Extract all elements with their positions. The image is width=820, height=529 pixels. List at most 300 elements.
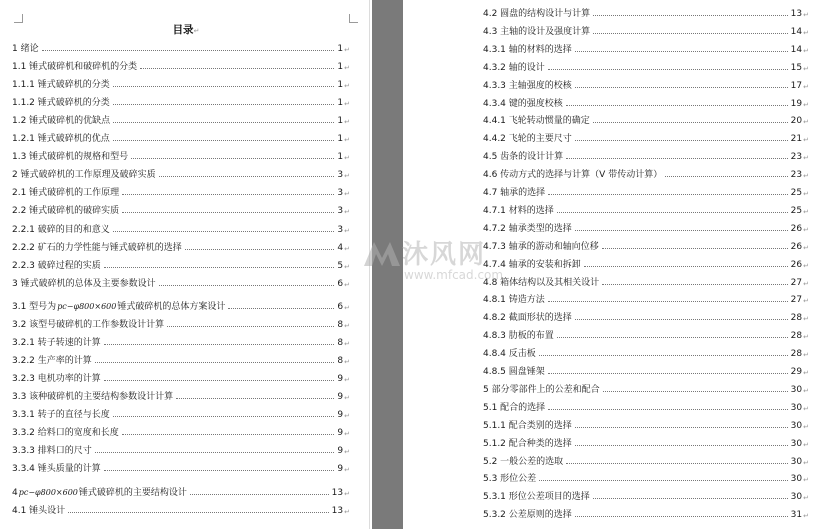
toc-entry[interactable] [483, 488, 809, 502]
paragraph-mark-icon: ↵ [803, 172, 809, 181]
paragraph-mark-icon: ↵ [344, 393, 350, 402]
toc-entry[interactable] [483, 345, 809, 359]
toc-leader-dots [167, 325, 334, 327]
toc-entry-text: 2.2 锤式破碎机的破碎实质 [12, 206, 120, 217]
toc-entry[interactable] [483, 417, 809, 431]
toc-entry[interactable] [12, 148, 350, 162]
toc-page-number: 30 [790, 384, 803, 395]
toc-entry[interactable] [12, 239, 350, 253]
paragraph-mark-icon: ↵ [803, 46, 809, 55]
toc-leader-dots [95, 451, 335, 453]
toc-entry[interactable] [483, 112, 809, 126]
toc-entry-text: 4.6 传动方式的选择与计算（V 带传动计算） [483, 170, 663, 181]
toc-entry-text: 4.7 轴承的选择 [483, 188, 546, 198]
toc-entry-text: 3.2.3 电机功率的计算 [12, 373, 101, 384]
toc-leader-dots [95, 361, 335, 363]
toc-page-number: 26 [790, 259, 803, 270]
toc-entry-text: 锤式破碎机的总体方案设计 [117, 301, 226, 312]
paragraph-mark-icon: ↵ [344, 208, 350, 217]
toc-entry[interactable] [12, 275, 350, 289]
toc-entry[interactable] [12, 166, 350, 180]
paragraph-mark-icon: ↵ [344, 466, 350, 475]
paragraph-mark-icon: ↵ [803, 351, 809, 360]
paragraph-mark-icon: ↵ [344, 280, 350, 289]
toc-leader-dots [575, 86, 788, 88]
paragraph-mark-icon: ↵ [193, 27, 200, 35]
toc-entry-label [483, 310, 572, 323]
paragraph-mark-icon: ↵ [344, 244, 350, 253]
toc-entry[interactable] [12, 58, 350, 72]
toc-page-number: 8 [337, 355, 344, 366]
toc-entry-label [12, 203, 119, 216]
paragraph-mark-icon: ↵ [803, 333, 809, 342]
toc-entry-formula: pc−φ800×600 [18, 488, 78, 498]
paragraph-mark-icon: ↵ [803, 458, 809, 467]
toc-leader-dots [602, 247, 788, 249]
toc-page-number: 13 [331, 488, 344, 499]
toc-leader-dots [575, 426, 788, 428]
paragraph-mark-icon: ↵ [344, 190, 350, 199]
toc-entry-label [12, 503, 65, 516]
toc-entry[interactable] [12, 298, 350, 312]
toc-page-number: 13 [790, 9, 803, 19]
toc-entry-label [483, 382, 600, 395]
toc-page-number: 1 [337, 44, 344, 54]
toc-page-number: 1 [337, 134, 344, 145]
toc-entry[interactable] [483, 202, 809, 216]
watermark-url: www.mfcad.com [404, 268, 504, 282]
paragraph-mark-icon: ↵ [803, 261, 809, 270]
toc-entry-text: 3.3.1 转子的直径与长度 [12, 410, 110, 420]
toc-leader-dots [593, 32, 787, 34]
paragraph-mark-icon: ↵ [803, 190, 809, 198]
paragraph-mark-icon: ↵ [344, 357, 350, 366]
toc-entry-label [12, 258, 101, 271]
toc-entry-label [12, 41, 39, 54]
paragraph-mark-icon: ↵ [803, 422, 809, 431]
toc-entry-label [483, 275, 599, 288]
paragraph-mark-icon: ↵ [344, 172, 350, 181]
toc-leader-dots [548, 68, 788, 70]
toc-entry[interactable] [483, 23, 809, 37]
toc-page-number: 13 [331, 506, 344, 517]
toc-entry[interactable] [483, 363, 809, 377]
toc-page-number: 9 [337, 446, 344, 457]
toc-entry[interactable] [483, 166, 809, 180]
toc-page-number: 26 [790, 223, 803, 234]
toc-entry-text: 4.3.3 主轴强度的校核 [483, 80, 572, 91]
toc-entry[interactable] [12, 424, 350, 438]
toc-leader-dots [113, 103, 335, 105]
toc-entry-label [12, 113, 110, 126]
toc-entry[interactable] [12, 460, 350, 474]
toc-entry-label [483, 6, 590, 19]
toc-entry-label [483, 292, 545, 305]
toc-entry-label [12, 276, 156, 289]
toc-leader-dots [131, 157, 334, 159]
toc-entry-text: 4.4.2 飞轮的主要尺寸 [483, 134, 572, 145]
paragraph-mark-icon: ↵ [344, 448, 350, 457]
toc-entry-label [12, 131, 110, 144]
toc-leader-dots [539, 479, 787, 481]
toc-leader-dots [602, 283, 787, 285]
toc-leader-dots [575, 50, 788, 52]
page-edge [369, 0, 370, 529]
toc-leader-dots [575, 229, 788, 231]
toc-entry[interactable] [12, 370, 350, 384]
toc-entry[interactable] [483, 381, 809, 395]
paragraph-mark-icon: ↵ [803, 28, 809, 37]
toc-entry-label [12, 59, 137, 72]
toc-entry-label [12, 425, 119, 438]
toc-entry[interactable] [483, 399, 809, 413]
toc-entry-text: 1.3 锤式破碎机的规格和型号 [12, 152, 129, 163]
toc-entry[interactable] [12, 257, 350, 271]
toc-page-number: 1 [337, 152, 344, 163]
toc-entry[interactable] [12, 388, 350, 402]
toc-entry-text: 4.8.1 铸造方法 [483, 295, 545, 306]
toc-leader-dots [113, 85, 335, 87]
toc-page-number: 20 [790, 116, 803, 127]
paragraph-mark-icon: ↵ [344, 64, 350, 73]
toc-entry[interactable] [12, 94, 350, 108]
toc-page-number: 23 [790, 170, 803, 181]
toc-entry-text: 4.3.2 轴的设计 [483, 62, 545, 73]
toc-page-number: 30 [790, 456, 803, 467]
toc-entry-text: 4.8.2 截面形状的选择 [483, 313, 572, 324]
toc-entry-text: 5 部分零部件上的公差和配合 [483, 384, 600, 395]
paragraph-mark-icon: ↵ [344, 412, 350, 420]
toc-entry[interactable] [12, 202, 350, 216]
toc-page-number: 9 [337, 391, 344, 402]
toc-page-number: 1 [337, 98, 344, 109]
toc-entry-label [12, 95, 110, 108]
toc-page-number: 1 [337, 62, 344, 73]
toc-leader-dots [593, 121, 788, 123]
toc-page-number: 6 [337, 278, 344, 289]
toc-entry-text: 2.2.3 破碎过程的实质 [12, 260, 101, 271]
toc-page-number: 3 [337, 188, 344, 199]
toc-leader-dots [190, 493, 329, 495]
toc-leader-dots [557, 211, 788, 213]
toc-entry-text: 2.2.2 矿石的力学性能与锤式破碎机的选择 [12, 242, 182, 253]
paragraph-mark-icon: ↵ [803, 494, 809, 503]
toc-entry[interactable] [483, 95, 809, 109]
toc-entry-label [483, 328, 554, 341]
paragraph-mark-icon: ↵ [344, 321, 350, 330]
paragraph-mark-icon: ↵ [803, 386, 809, 395]
toc-page-number: 1 [337, 116, 344, 127]
toc-entry-text: 1.1.1 锤式破碎机的分类 [12, 80, 110, 91]
paragraph-mark-icon: ↵ [803, 136, 809, 145]
toc-entry-text: 4.3.4 键的强度校核 [483, 98, 563, 109]
toc-entry[interactable] [12, 40, 350, 54]
toc-entry-text: 2 锤式破碎机的工作原理及破碎实质 [12, 170, 156, 181]
toc-page-number: 30 [790, 402, 803, 413]
toc-entry-label [483, 131, 572, 144]
toc-entry[interactable] [483, 5, 809, 19]
toc-entry-label [483, 257, 581, 270]
toc-page-number: 1 [337, 80, 344, 91]
toc-entry[interactable] [483, 309, 809, 323]
toc-entry[interactable] [12, 316, 350, 330]
paragraph-mark-icon: ↵ [344, 100, 350, 109]
paragraph-mark-icon: ↵ [344, 136, 350, 145]
toc-entry-label [483, 454, 563, 467]
toc-leader-dots [113, 121, 334, 123]
toc-entry-label [483, 507, 572, 520]
toc-entry-text: 4.8.3 肋板的布置 [483, 331, 554, 342]
paragraph-mark-icon: ↵ [803, 154, 809, 163]
toc-leader-dots [68, 511, 328, 513]
toc-leader-dots [548, 300, 788, 302]
paragraph-mark-icon: ↵ [803, 82, 809, 91]
toc-entry[interactable] [483, 130, 809, 144]
paragraph-mark-icon: ↵ [803, 297, 809, 306]
toc-page-number: 3 [337, 170, 344, 181]
toc-entry-text: 5.3.2 公差原则的选择 [483, 510, 572, 521]
toc-page-number: 27 [790, 277, 803, 288]
toc-entry-label [483, 185, 545, 198]
toc-entry-text: 4.7.1 材料的选择 [483, 205, 554, 216]
paragraph-mark-icon: ↵ [344, 46, 350, 54]
toc-entry[interactable] [483, 220, 809, 234]
paragraph-mark-icon: ↵ [344, 508, 350, 517]
toc-entry[interactable] [483, 59, 809, 73]
paragraph-mark-icon: ↵ [344, 82, 350, 91]
toc-entry-label [483, 24, 590, 37]
toc-entry-text: 锤式破碎机的主要结构设计 [78, 488, 187, 499]
toc-entry-label [483, 400, 545, 413]
toc-entry-text: 5.2 一般公差的选取 [483, 456, 564, 467]
toc-page-number: 17 [790, 80, 803, 91]
toc-leader-dots [566, 104, 788, 106]
watermark-brand: 沐风网 [402, 240, 487, 270]
toc-entry-label [12, 185, 119, 198]
toc-leader-dots [228, 307, 334, 309]
paragraph-mark-icon: ↵ [344, 490, 350, 499]
toc-entry[interactable] [12, 130, 350, 144]
toc-entry[interactable] [483, 184, 809, 198]
right-document-page [403, 0, 820, 529]
toc-page-number: 19 [790, 98, 803, 109]
paragraph-mark-icon: ↵ [803, 279, 809, 288]
paragraph-mark-icon: ↵ [803, 315, 809, 324]
paragraph-mark-icon: ↵ [803, 440, 809, 449]
toc-entry[interactable] [12, 76, 350, 90]
toc-entry[interactable] [12, 442, 350, 456]
toc-entry-label [12, 389, 173, 402]
toc-leader-dots [159, 175, 335, 177]
toc-entry-label [483, 418, 572, 431]
toc-page-number: 23 [790, 152, 803, 163]
toc-entry-label [12, 299, 225, 312]
toc-leader-dots [548, 372, 788, 374]
toc-leader-dots [104, 379, 335, 381]
toc-page-number: 9 [337, 410, 344, 420]
toc-leader-dots [104, 469, 335, 471]
toc-entry[interactable] [483, 327, 809, 341]
toc-page-number: 30 [790, 438, 803, 449]
toc-entry[interactable] [483, 291, 809, 305]
paragraph-mark-icon: ↵ [803, 225, 809, 234]
paragraph-mark-icon: ↵ [803, 404, 809, 413]
toc-entry[interactable] [12, 221, 350, 235]
toc-entry-label [483, 471, 536, 484]
toc-entry-text: 3.1 型号为 [12, 301, 57, 312]
toc-leader-dots [548, 408, 787, 410]
toc-page-number: 5 [337, 260, 344, 271]
toc-page-number: 30 [790, 420, 803, 431]
toc-entry-label [483, 149, 563, 162]
toc-page-number: 28 [790, 349, 803, 360]
toc-entry-label [12, 317, 164, 330]
toc-entry-label [12, 77, 110, 90]
toc-entry[interactable] [12, 502, 350, 516]
toc-entry[interactable] [12, 184, 350, 198]
toc-entry-text: 2.1 锤式破碎机的工作原理 [12, 188, 120, 199]
toc-entry-text: 5.1.2 配合种类的选择 [483, 438, 572, 449]
toc-entry[interactable] [483, 506, 809, 520]
toc-page-number: 15 [790, 62, 803, 73]
toc-entry-label [12, 353, 92, 366]
toc-entry-label [483, 364, 545, 377]
toc-leader-dots [548, 193, 787, 195]
toc-leader-dots [593, 14, 787, 16]
toc-entry-label [483, 436, 572, 449]
toc-page-number: 28 [790, 313, 803, 324]
toc-entry-label [12, 335, 101, 348]
toc-entry-text: 5.1.1 配合类别的选择 [483, 420, 572, 431]
toc-entry-label [483, 96, 563, 109]
toc-page-number: 30 [790, 474, 803, 485]
paragraph-mark-icon: ↵ [344, 118, 350, 127]
toc-leader-dots [557, 336, 788, 338]
toc-leader-dots [584, 265, 788, 267]
toc-leader-dots [140, 67, 334, 69]
toc-entry-text: 4.1 锤头设计 [12, 506, 66, 517]
toc-entry[interactable] [12, 406, 350, 420]
toc-entry[interactable] [483, 274, 809, 288]
toc-entry-text: 5.3 形位公差 [483, 474, 537, 485]
paragraph-mark-icon: ↵ [344, 303, 350, 312]
toc-leader-dots [566, 462, 787, 464]
toc-page-number: 4 [337, 242, 344, 253]
toc-entry-text: 3.3.2 给料口的宽度和长度 [12, 428, 119, 439]
toc-entry-text: 1.1 锤式破碎机和破碎机的分类 [12, 62, 138, 73]
toc-page-number: 25 [790, 188, 803, 198]
toc-leader-dots [593, 497, 788, 499]
paragraph-mark-icon: ↵ [344, 339, 350, 348]
toc-entry[interactable] [12, 112, 350, 126]
toc-leader-dots [104, 343, 335, 345]
toc-entry[interactable] [483, 238, 809, 252]
toc-page-number: 9 [337, 373, 344, 384]
toc-leader-dots [122, 193, 334, 195]
toc-entry-text: 4.7.2 轴承类型的选择 [483, 223, 572, 234]
toc-entry-label [12, 461, 101, 474]
toc-entry[interactable] [12, 334, 350, 348]
toc-leader-dots [575, 139, 788, 141]
toc-page-number: 9 [337, 464, 344, 475]
toc-page-number: 9 [337, 428, 344, 439]
toc-title [0, 22, 372, 37]
paragraph-mark-icon: ↵ [344, 430, 350, 439]
paragraph-mark-icon: ↵ [803, 207, 809, 216]
toc-entry-text: 1 绪论 [12, 44, 39, 54]
toc-entry-text: 3.2.2 生产率的计算 [12, 355, 92, 366]
toc-entry[interactable] [483, 41, 809, 55]
paragraph-mark-icon: ↵ [803, 118, 809, 127]
toc-page-number: 3 [337, 206, 344, 217]
toc-page-number: 27 [790, 295, 803, 306]
toc-entry-text: 3.2 该型号破碎机的工作参数设计计算 [12, 319, 165, 330]
toc-entry[interactable] [483, 470, 809, 484]
toc-entry[interactable] [483, 435, 809, 449]
toc-entry-label [483, 42, 572, 55]
toc-entry-label [12, 149, 128, 162]
toc-entry-text: 4.5 齿条的设计计算 [483, 152, 564, 163]
toc-page-number: 8 [337, 337, 344, 348]
toc-page-number: 14 [790, 26, 803, 37]
toc-leader-dots [575, 318, 788, 320]
toc-entry-text: 1.2 锤式破碎机的优缺点 [12, 116, 111, 127]
toc-page-number: 28 [790, 331, 803, 342]
toc-leader-dots [575, 515, 788, 517]
toc-entry[interactable] [483, 453, 809, 467]
toc-page-number: 14 [790, 44, 803, 55]
toc-entry-text: 2.2.1 破碎的目的和意义 [12, 224, 110, 235]
toc-entry-label [12, 443, 92, 456]
paragraph-mark-icon: ↵ [803, 100, 809, 109]
toc-entry-text: 5.1 配合的选择 [483, 402, 546, 413]
toc-entry-label [483, 60, 545, 73]
toc-leader-dots [104, 266, 335, 268]
toc-entry-text: 4.3 主轴的设计及强度计算 [483, 26, 591, 37]
toc-leader-dots [665, 175, 787, 177]
toc-entry-text: 4.8 箱体结构以及其相关设计 [483, 277, 600, 288]
left-document-page [0, 0, 372, 529]
toc-entry[interactable] [12, 352, 350, 366]
paragraph-mark-icon: ↵ [344, 226, 350, 235]
toc-leader-dots [113, 230, 335, 232]
toc-leader-dots [185, 248, 335, 250]
toc-entry-text: 3.2.1 转子转速的计算 [12, 337, 101, 348]
toc-entry-label [483, 221, 572, 234]
toc-entry[interactable] [483, 256, 809, 270]
toc-entry-text: 5.3.1 形位公差项目的选择 [483, 492, 590, 503]
toc-title-text: 目录 [172, 24, 194, 36]
toc-entry-label [12, 167, 156, 180]
paragraph-mark-icon: ↵ [803, 11, 809, 19]
toc-entry[interactable] [483, 148, 809, 162]
toc-leader-dots [159, 284, 335, 286]
toc-leader-dots [113, 415, 335, 417]
toc-entry-label [483, 346, 536, 359]
toc-page-number: 3 [337, 224, 344, 235]
toc-page-number: 8 [337, 319, 344, 330]
paragraph-mark-icon: ↵ [803, 64, 809, 73]
toc-entry-label [12, 371, 101, 384]
toc-leader-dots [539, 354, 788, 356]
toc-page-number: 25 [790, 205, 803, 216]
toc-entry[interactable] [483, 77, 809, 91]
toc-entry[interactable] [12, 484, 350, 498]
toc-entry-label [483, 203, 554, 216]
page-gutter [372, 0, 403, 529]
paragraph-mark-icon: ↵ [344, 262, 350, 271]
toc-leader-dots [113, 139, 335, 141]
